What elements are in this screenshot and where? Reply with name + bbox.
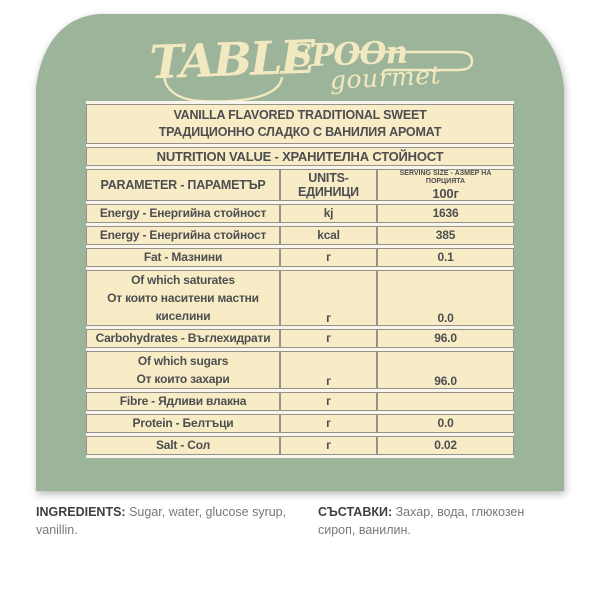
parameter-cell: Protein - Белтъци xyxy=(86,414,280,433)
table-row xyxy=(86,204,514,223)
value-cell: 0.0 xyxy=(377,270,514,326)
ingredients-bg xyxy=(318,503,556,539)
parameter-cell: Fibre - Ядливи влакна xyxy=(86,392,280,411)
units-cell: г xyxy=(280,329,377,348)
serving-size-value: 100г xyxy=(432,185,459,201)
table-row xyxy=(86,414,514,433)
parameter-cell xyxy=(86,351,280,389)
parameter-line-bg: От които наситени мастни киселини xyxy=(107,290,259,323)
units-cell: г xyxy=(280,351,377,389)
parameter-line-en: Of which saturates xyxy=(131,272,235,287)
title-row xyxy=(86,104,514,144)
nutrition-table xyxy=(86,101,514,458)
product-title-bg: ТРАДИЦИОННО СЛАДКО С ВАНИЛИЯ АРОМАТ xyxy=(158,125,442,139)
table-row xyxy=(86,226,514,245)
table-row xyxy=(86,351,514,389)
parameter-cell: Salt - Сол xyxy=(86,436,280,455)
serving-size-label: SERVING SIZE - АЗМЕР НА ПОРЦИЯТА xyxy=(399,170,492,186)
parameter-column-header: PARAMETER - ПАРАМЕТЪР xyxy=(86,169,280,201)
ingredients-text-en: Sugar, water, glucose syrup, vanillin. xyxy=(36,505,287,538)
parameter-cell: Energy - Енергийна стойност xyxy=(86,226,280,245)
ingredients-label-bg: СЪСТАВКИ: xyxy=(318,505,393,519)
ingredients-text-bg: Захар, вода, глюкозен сироп, ванилин. xyxy=(318,505,525,538)
parameter-cell: Fat - Мазнини xyxy=(86,248,280,267)
units-cell: г xyxy=(280,436,377,455)
ingredients-label-en: INGREDIENTS: xyxy=(36,505,126,519)
value-cell: 0.02 xyxy=(377,436,514,455)
section-header-row xyxy=(86,147,514,166)
units-column-header: UNITS-ЕДИНИЦИ xyxy=(280,169,377,201)
units-cell: г xyxy=(280,270,377,326)
value-cell: 0.1 xyxy=(377,248,514,267)
units-cell: г xyxy=(280,414,377,433)
brand-table-text: TABLE xyxy=(148,29,315,90)
table-row xyxy=(86,329,514,348)
parameter-cell: Energy - Енергийна стойност xyxy=(86,204,280,223)
value-cell: 96.0 xyxy=(377,329,514,348)
brand-gourmet-text: gourmet xyxy=(329,60,442,96)
units-cell: г xyxy=(280,392,377,411)
ingredients-en xyxy=(36,503,321,539)
table-row xyxy=(86,270,514,326)
table-row xyxy=(86,392,514,411)
parameter-cell xyxy=(86,270,280,326)
serving-column-header xyxy=(377,169,514,201)
value-cell xyxy=(377,392,514,411)
value-cell: 96.0 xyxy=(377,351,514,389)
table-row xyxy=(86,248,514,267)
product-title-en: VANILLA FLAVORED TRADITIONAL SWEET xyxy=(173,108,427,123)
parameter-line-en: Of which sugars xyxy=(137,353,229,368)
column-header-row xyxy=(86,169,514,201)
brand-spoon-text: SPOOn xyxy=(289,34,408,75)
nutrition-table-wrap xyxy=(86,101,514,458)
product-title-cell xyxy=(86,104,514,144)
parameter-line-bg: От които захари xyxy=(136,371,230,386)
value-cell: 385 xyxy=(377,226,514,245)
units-cell: kj xyxy=(280,204,377,223)
units-cell: г xyxy=(280,248,377,267)
units-cell: kcal xyxy=(280,226,377,245)
section-header-cell: NUTRITION VALUE - ХРАНИТЕЛНА СТОЙНОСТ xyxy=(86,147,514,166)
table-row xyxy=(86,436,514,455)
parameter-cell: Carbohydrates - Въглехидрати xyxy=(86,329,280,348)
value-cell: 0.0 xyxy=(377,414,514,433)
value-cell: 1636 xyxy=(377,204,514,223)
brand-logo xyxy=(138,20,488,112)
